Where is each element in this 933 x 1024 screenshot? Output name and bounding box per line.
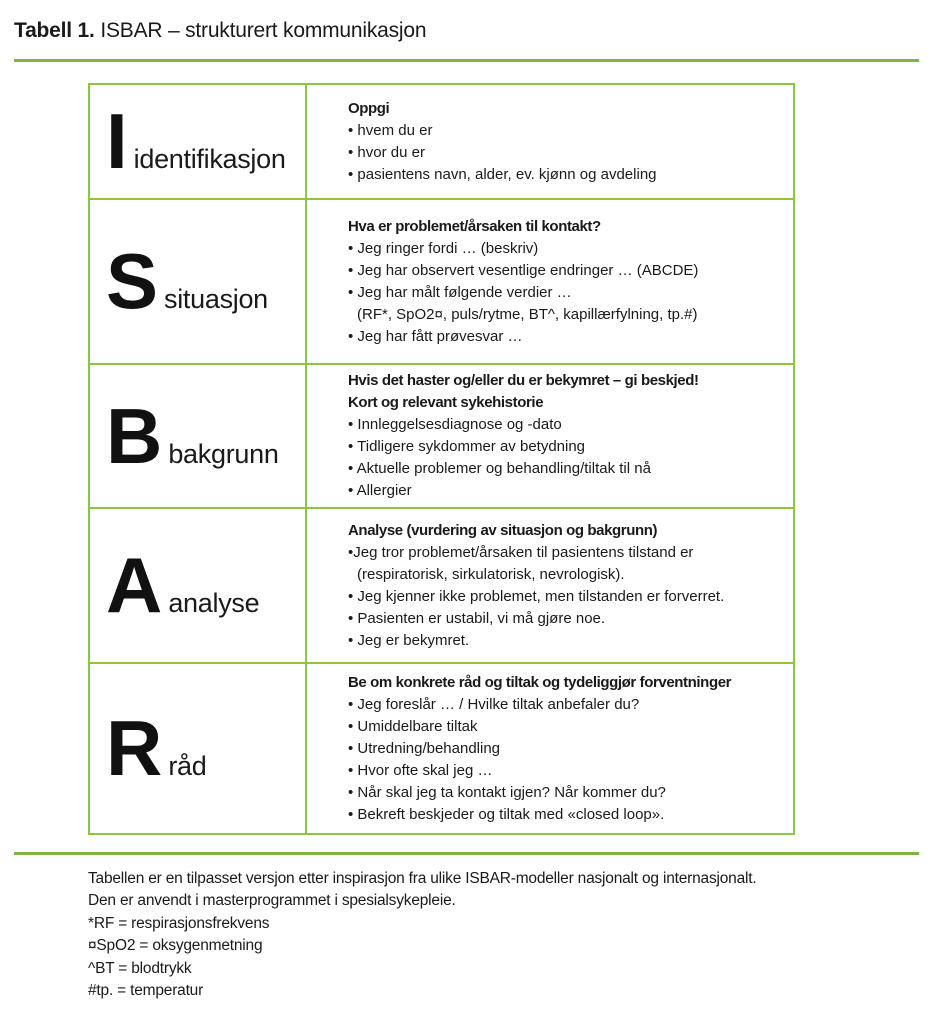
- table-row-situasjon: [90, 198, 793, 363]
- row-letter: A: [106, 541, 161, 630]
- content-line: • Når skal jeg ta kontakt igjen? Når kommer du?: [348, 783, 666, 801]
- row-letter: I: [106, 97, 126, 186]
- row-term: bakgrunn: [168, 438, 279, 469]
- content-line: Analyse (vurdering av situasjon og bakgrunn): [348, 521, 658, 539]
- content-line: • Jeg er bekymret.: [348, 631, 470, 649]
- letter-line: [106, 704, 207, 793]
- content-line: (RF*, SpO2¤, puls/rytme, BT^, kapillærfylning, tp.#): [357, 305, 698, 323]
- letter-cell: [90, 85, 307, 198]
- content-line: • Innleggelsesdiagnose og -dato: [348, 416, 562, 433]
- content-line: • hvem du er: [348, 121, 433, 139]
- content-line: Hva er problemet/årsaken til kontakt?: [348, 217, 601, 235]
- letter-line: [106, 97, 286, 186]
- footnote-line: ^BT = blodtrykk: [88, 959, 192, 977]
- letter-cell: [90, 664, 307, 833]
- content-line: • Pasienten er ustabil, vi må gjøre noe.: [348, 609, 606, 627]
- table-number-label: Tabell 1.: [14, 19, 95, 42]
- table-row-rad: [90, 662, 793, 833]
- row-letter: R: [106, 704, 161, 793]
- table-row-bakgrunn: [90, 363, 793, 507]
- content-line: • Hvor ofte skal jeg …: [348, 761, 493, 779]
- content-cell: [307, 664, 793, 833]
- content-line: • Jeg har fått prøvesvar …: [348, 327, 523, 345]
- bottom-divider: [14, 852, 919, 855]
- isbar-table: [88, 83, 795, 835]
- row-letter: S: [106, 237, 157, 326]
- letter-cell: [90, 365, 307, 507]
- letter-cell: [90, 509, 307, 662]
- content-cell: [307, 365, 793, 507]
- letter-line: [106, 391, 279, 480]
- content-line: Kort og relevant sykehistorie: [348, 394, 544, 411]
- row-term: råd: [168, 751, 207, 782]
- content-line: • Utredning/behandling: [348, 739, 501, 757]
- content-line: • Allergier: [348, 482, 412, 499]
- content-line: • Jeg har målt følgende verdier …: [348, 283, 572, 301]
- letter-cell: [90, 200, 307, 363]
- content-cell: [307, 200, 793, 363]
- footnote-line: *RF = respirasjonsfrekvens: [88, 914, 270, 932]
- page-title: [14, 19, 426, 43]
- footnote-line: Tabellen er en tilpasset versjon etter inspirasjon fra ulike ISBAR-modeller nasjonalt og internasjonalt.: [88, 870, 757, 887]
- table-row-analyse: [90, 507, 793, 662]
- row-term: identifikasjon: [133, 144, 286, 175]
- footnote-line: ¤SpO2 = oksygenmetning: [88, 937, 263, 955]
- content-line: • Tidligere sykdommer av betydning: [348, 438, 586, 455]
- content-line: • Jeg foreslår … / Hvilke tiltak anbefaler du?: [348, 695, 640, 713]
- row-term: situasjon: [164, 284, 268, 315]
- letter-line: [106, 237, 268, 326]
- content-line: (respiratorisk, sirkulatorisk, nevrologisk).: [357, 565, 625, 583]
- table-title-text: ISBAR – strukturert kommunikasjon: [100, 19, 427, 42]
- top-divider: [14, 59, 919, 62]
- content-line: • Jeg ringer fordi … (beskriv): [348, 239, 539, 257]
- table-row-identifikasjon: [90, 85, 793, 198]
- letter-line: [106, 541, 260, 630]
- content-cell: [307, 85, 793, 198]
- content-line: Oppgi: [348, 99, 390, 117]
- content-cell: [307, 509, 793, 662]
- content-line: • Jeg har observert vesentlige endringer … (ABCDE): [348, 261, 699, 279]
- footnote-line: Den er anvendt i masterprogrammet i spesialsykepleie.: [88, 892, 456, 910]
- content-line: • Aktuelle problemer og behandling/tiltak til nå: [348, 460, 651, 477]
- footnote-line: #tp. = temperatur: [88, 982, 204, 1000]
- row-letter: B: [106, 391, 161, 480]
- content-line: Hvis det haster og/eller du er bekymret – gi beskjed!: [348, 372, 699, 389]
- footnotes: [88, 868, 756, 1002]
- row-term: analyse: [168, 588, 260, 619]
- content-line: •Jeg tror problemet/årsaken til pasientens tilstand er: [348, 543, 694, 561]
- content-line: • hvor du er: [348, 143, 425, 161]
- content-line: • pasientens navn, alder, ev. kjønn og avdeling: [348, 165, 657, 183]
- content-line: • Umiddelbare tiltak: [348, 717, 478, 735]
- content-line: • Bekreft beskjeder og tiltak med «closed loop».: [348, 805, 665, 823]
- content-line: Be om konkrete råd og tiltak og tydeliggjør forventninger: [348, 673, 732, 691]
- content-line: • Jeg kjenner ikke problemet, men tilstanden er forverret.: [348, 587, 725, 605]
